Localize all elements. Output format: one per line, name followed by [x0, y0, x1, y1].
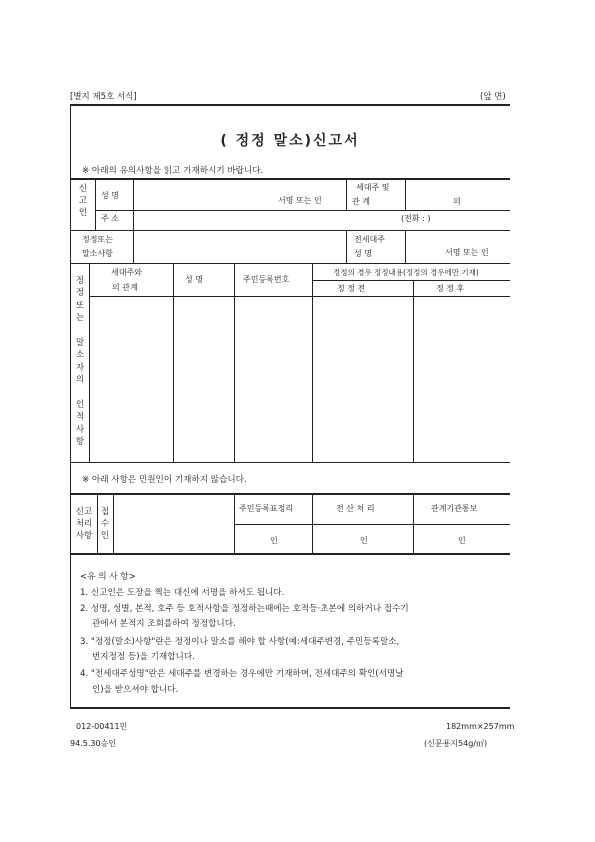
col-after-label: 정 정 후 — [436, 284, 465, 293]
col-notify-label: 관계기관통보 — [431, 504, 478, 513]
reporter-label-divider — [133, 179, 134, 230]
form-title: ( 정정 말소)신고서 — [220, 133, 360, 149]
notes-heading: <유 의 사 항> — [80, 572, 136, 582]
person-section-label-char — [73, 325, 87, 337]
person-bottom-line — [70, 462, 510, 463]
person-col-divider-2 — [234, 264, 235, 462]
form-number: [별지 제5호 서식] — [70, 92, 137, 102]
note-item-3a: 3. "정정(말소)사항"란은 정정이나 말소를 해야 할 사항(예:세대주변경, 주민등록말소, — [80, 637, 400, 647]
notice-top: ※ 아래의 유의사항을 읽고 기재하시기 바랍니다. — [82, 166, 264, 176]
note-item-4a: 4. "전세대주성명"란은 세대주를 변경하는 경우에만 기재하며, 전세대주의 확인(서명날 — [80, 669, 404, 679]
notice-middle: ※ 아래 사항은 민원인이 기재하지 않습니다. — [82, 475, 247, 485]
reporter-divider — [95, 179, 96, 230]
seal-computer: 인 — [360, 536, 368, 545]
paper-spec: (신문용지54g/㎡) — [424, 739, 488, 748]
relation-label-2: 관 계 — [352, 197, 370, 206]
person-section-label-char: 인 — [75, 400, 85, 411]
receipt-label-char: 인 — [100, 531, 110, 541]
householder-signature: 서명 또는 인 — [445, 248, 489, 257]
target-divider-left — [346, 231, 347, 263]
processing-section-label-line: 사항 — [75, 531, 93, 541]
relation-divider-right — [405, 179, 406, 210]
approval-date: 94.5.30승인 — [70, 739, 116, 748]
target-label-divider — [133, 231, 134, 263]
col-computer-label: 전 산 처 리 — [336, 504, 375, 513]
person-section-label-char: 또 — [75, 300, 85, 311]
col-name-label: 성 명 — [185, 275, 203, 284]
householder-label-1: 전세대주 — [354, 235, 385, 244]
target-bottom-line — [70, 263, 510, 264]
person-section-label-char — [73, 387, 87, 399]
reporter-section-label-char: 신 — [78, 184, 88, 194]
processing-section-label — [71, 506, 97, 542]
address-label: 주 소 — [101, 214, 119, 223]
signature-placeholder: 서명 또는 인 — [278, 196, 322, 205]
processing-section-label-line: 신고 — [75, 507, 93, 517]
reporter-section-label — [76, 183, 90, 219]
person-col-divider-1 — [173, 264, 174, 462]
person-side-divider — [89, 264, 90, 462]
person-section-label-char: 사 — [75, 424, 85, 435]
receipt-label-char: 수 — [100, 519, 110, 529]
col-regno-label: 주민등록번호 — [243, 275, 290, 284]
person-section-label-char: 자 — [75, 362, 85, 373]
person-section-label-char: 적 — [75, 412, 85, 423]
processing-section-label-line: 처리 — [75, 519, 93, 529]
frame-bottom-line — [70, 707, 510, 709]
note-item-1: 1. 신고인은 도장을 찍는 대신에 서명을 하셔도 됩니다. — [80, 588, 285, 598]
person-section-label-char: 항 — [75, 437, 85, 448]
processing-bottom-line — [70, 553, 510, 555]
col-before-label: 정 정 전 — [337, 284, 366, 293]
note-item-4b: 인)을 받으셔야 합니다. — [92, 685, 179, 695]
target-divider-right — [405, 231, 406, 263]
name-label: 성 명 — [101, 191, 119, 200]
note-item-2b: 관에서 본적지 조회를하여 정정합니다. — [92, 619, 236, 629]
reporter-section-label-char: 고 — [78, 196, 88, 206]
note-item-2a: 2. 성명, 성별, 본적, 호주 등 호적사항을 정정하는때에는 호적등·초본에 의하거나 접수기 — [80, 604, 409, 614]
person-section-label-char: 의 — [75, 375, 85, 386]
relation-divider-left — [346, 179, 347, 210]
processing-top-line — [70, 493, 510, 495]
processing-divider-2 — [113, 494, 114, 554]
reporter-bottom-line — [70, 230, 510, 231]
person-section-label-char: 는 — [75, 313, 85, 324]
page-side-label: (앞 면) — [480, 92, 506, 102]
householder-label-2: 성 명 — [354, 249, 372, 258]
col-correction-label: 정정의 경우 정정내용(정정의 경우에만 기재) — [333, 268, 479, 277]
receipt-label-char: 접 — [100, 507, 110, 517]
phone-label: (전화 : ) — [401, 214, 431, 223]
reporter-section-label-char: 인 — [78, 208, 88, 218]
form-code: 012-00411민 — [76, 722, 128, 731]
frame-left-line — [70, 104, 71, 709]
processing-mid-line — [234, 524, 510, 525]
seal-regcard: 인 — [270, 536, 278, 545]
person-section-label-char: 정 — [75, 276, 85, 286]
relation-label-1: 세대주 및 — [356, 183, 390, 192]
relation-suffix: 의 — [453, 197, 461, 206]
target-label-2: 말소사항 — [82, 249, 113, 258]
col-relation-label-1: 세대주와 — [111, 268, 142, 277]
note-item-3b: 번지정정 등)을 기재합니다. — [92, 652, 195, 662]
person-section-label — [73, 275, 87, 449]
col-relation-label-2: 의 관계 — [112, 283, 138, 292]
person-section-label-char: 소 — [75, 350, 85, 361]
person-col-divider-4 — [413, 281, 414, 462]
reporter-mid-line — [95, 210, 510, 211]
person-section-label-char: 정 — [75, 288, 85, 299]
person-section-label-char: 말 — [75, 338, 85, 349]
target-label-1: 정정또는 — [82, 235, 113, 244]
correction-subheader-line — [312, 280, 510, 281]
col-regcard-label: 주민등록표정리 — [239, 504, 294, 513]
person-header-bottom-line — [89, 296, 510, 297]
seal-notify: 인 — [458, 536, 466, 545]
paper-size: 182mm×257mm — [446, 722, 515, 731]
frame-top-line — [70, 104, 510, 106]
person-col-divider-3 — [312, 264, 313, 462]
receipt-label — [98, 506, 112, 542]
reporter-top-line — [70, 178, 510, 180]
